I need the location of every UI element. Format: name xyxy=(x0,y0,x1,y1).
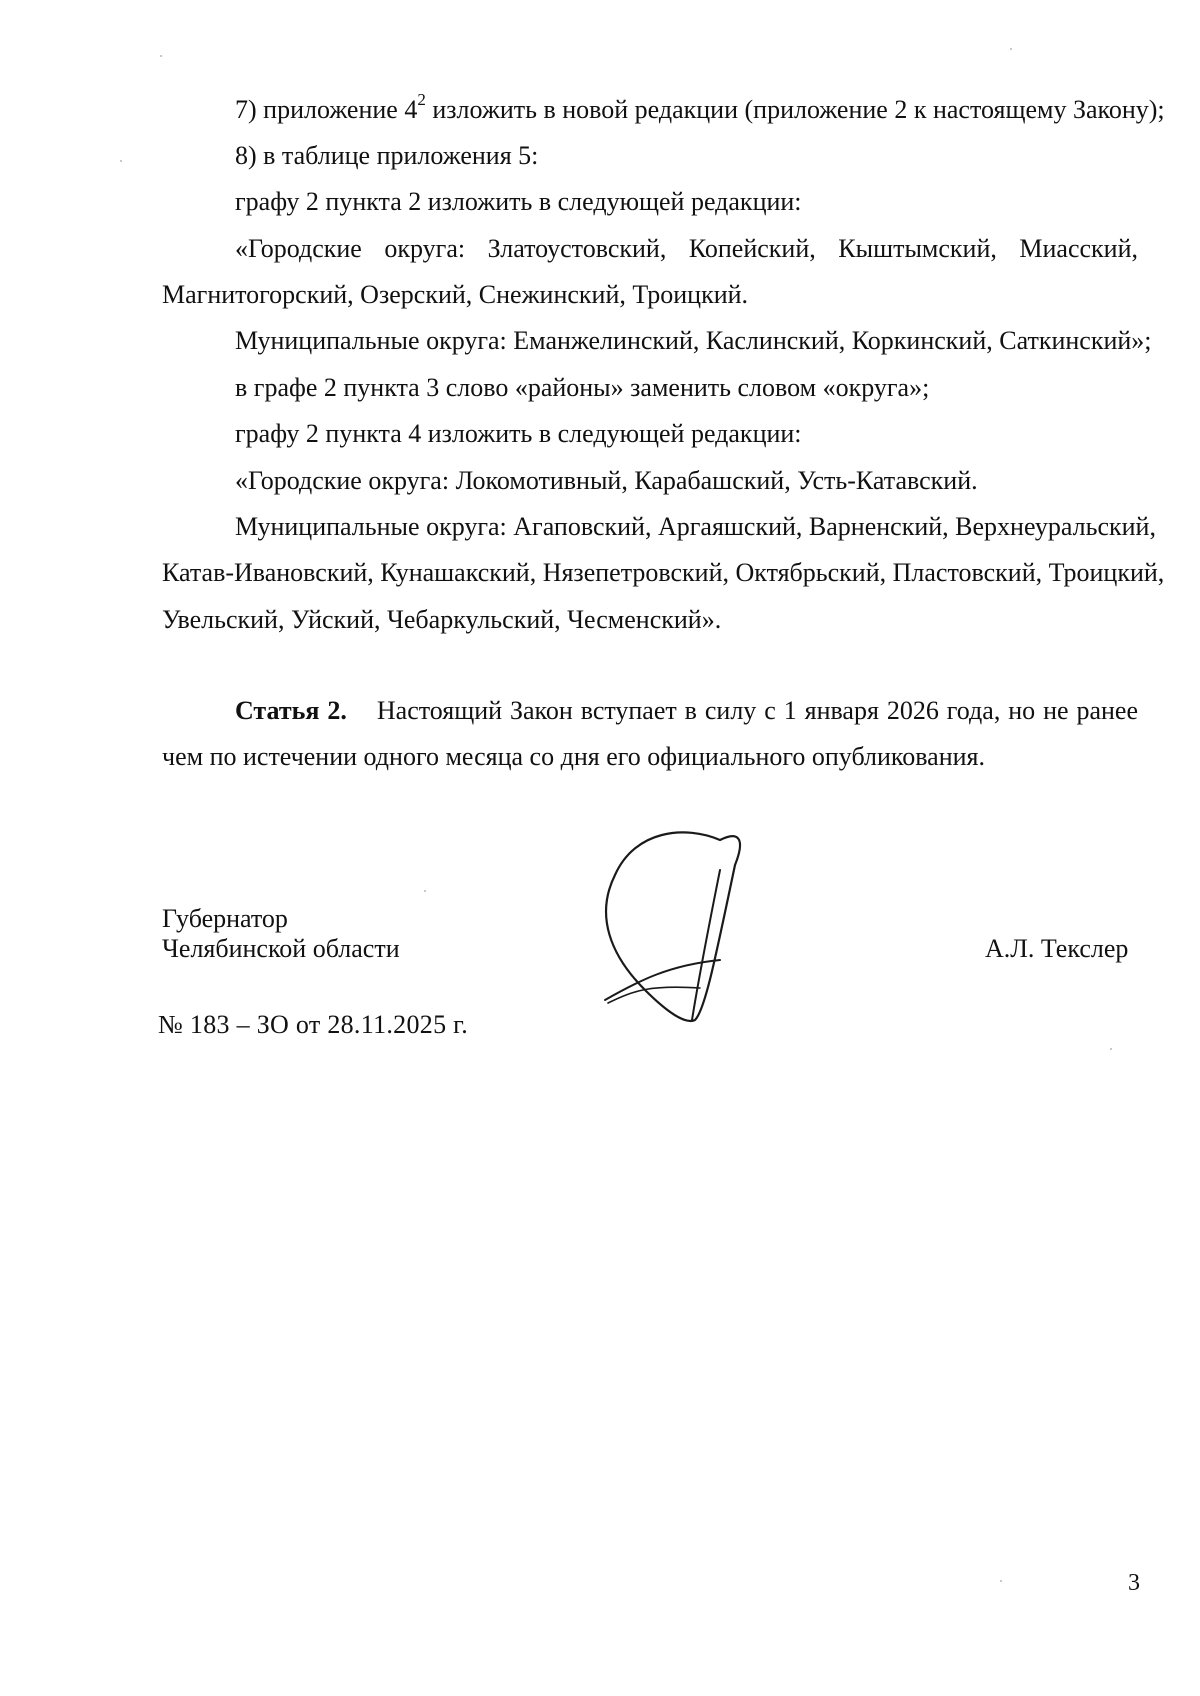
article-2-line-1 xyxy=(235,694,1138,728)
column2-point3-instruction: в графе 2 пункта 3 слово «районы» заменить словом «округа»; xyxy=(235,373,930,402)
scan-speck xyxy=(1000,1580,1002,1582)
municipal-districts-2-line-3: Увельский, Уйский, Чебаркульский, Чесменский». xyxy=(162,605,722,634)
column2-point4-instruction: графу 2 пункта 4 изложить в следующей редакции: xyxy=(235,419,802,448)
item-7: 7) приложение $4^2$ изложить в новой редакции (приложение 2 к настоящему Закону); xyxy=(235,90,1165,124)
article-2-text: Настоящий Закон вступает в силу с 1 января 2026 года, но не ранее xyxy=(376,696,1139,725)
scan-speck xyxy=(160,55,162,57)
page-number: 3 xyxy=(1128,1570,1140,1596)
municipal-districts-2-line-1: Муниципальные округа: Агаповский, Аргаяшский, Варненский, Верхнеуральский, xyxy=(235,512,1156,541)
item-8: 8) в таблице приложения 5: xyxy=(235,141,539,170)
city-districts-line-1: «Городские округа: Златоустовский, Копейский, Кыштымский, Миасский, xyxy=(235,234,1138,263)
law-number: № 183 – ЗО от 28.11.2025 г. xyxy=(158,1010,468,1039)
scan-speck xyxy=(120,160,122,162)
signatory-name: А.Л. Текслер xyxy=(985,934,1129,963)
city-districts-2: «Городские округа: Локомотивный, Карабашский, Усть-Катавский. xyxy=(235,466,978,495)
city-districts-line-2: Магнитогорский, Озерский, Снежинский, Троицкий. xyxy=(162,280,749,309)
scan-speck xyxy=(1110,1048,1112,1050)
governor-title-line-1: Губернатор xyxy=(162,904,288,933)
governor-title-line-2: Челябинской области xyxy=(162,934,400,963)
handwritten-signature xyxy=(590,820,810,1040)
municipal-districts-1: Муниципальные округа: Еманжелинский, Каслинский, Коркинский, Саткинский»; xyxy=(235,326,1152,355)
item-7-superscript: 2 xyxy=(417,90,426,110)
municipal-districts-2-line-2: Катав-Ивановский, Кунашакский, Нязепетровский, Октябрьский, Пластовский, Троицкий, xyxy=(162,558,1165,587)
article-2-label: Статья 2. xyxy=(235,696,347,725)
scan-speck xyxy=(1010,48,1012,50)
scan-speck xyxy=(424,890,426,892)
article-2-line-2: чем по истечении одного месяца со дня его официального опубликования. xyxy=(162,742,985,771)
column2-point2-instruction: графу 2 пункта 2 изложить в следующей редакции: xyxy=(235,187,802,216)
